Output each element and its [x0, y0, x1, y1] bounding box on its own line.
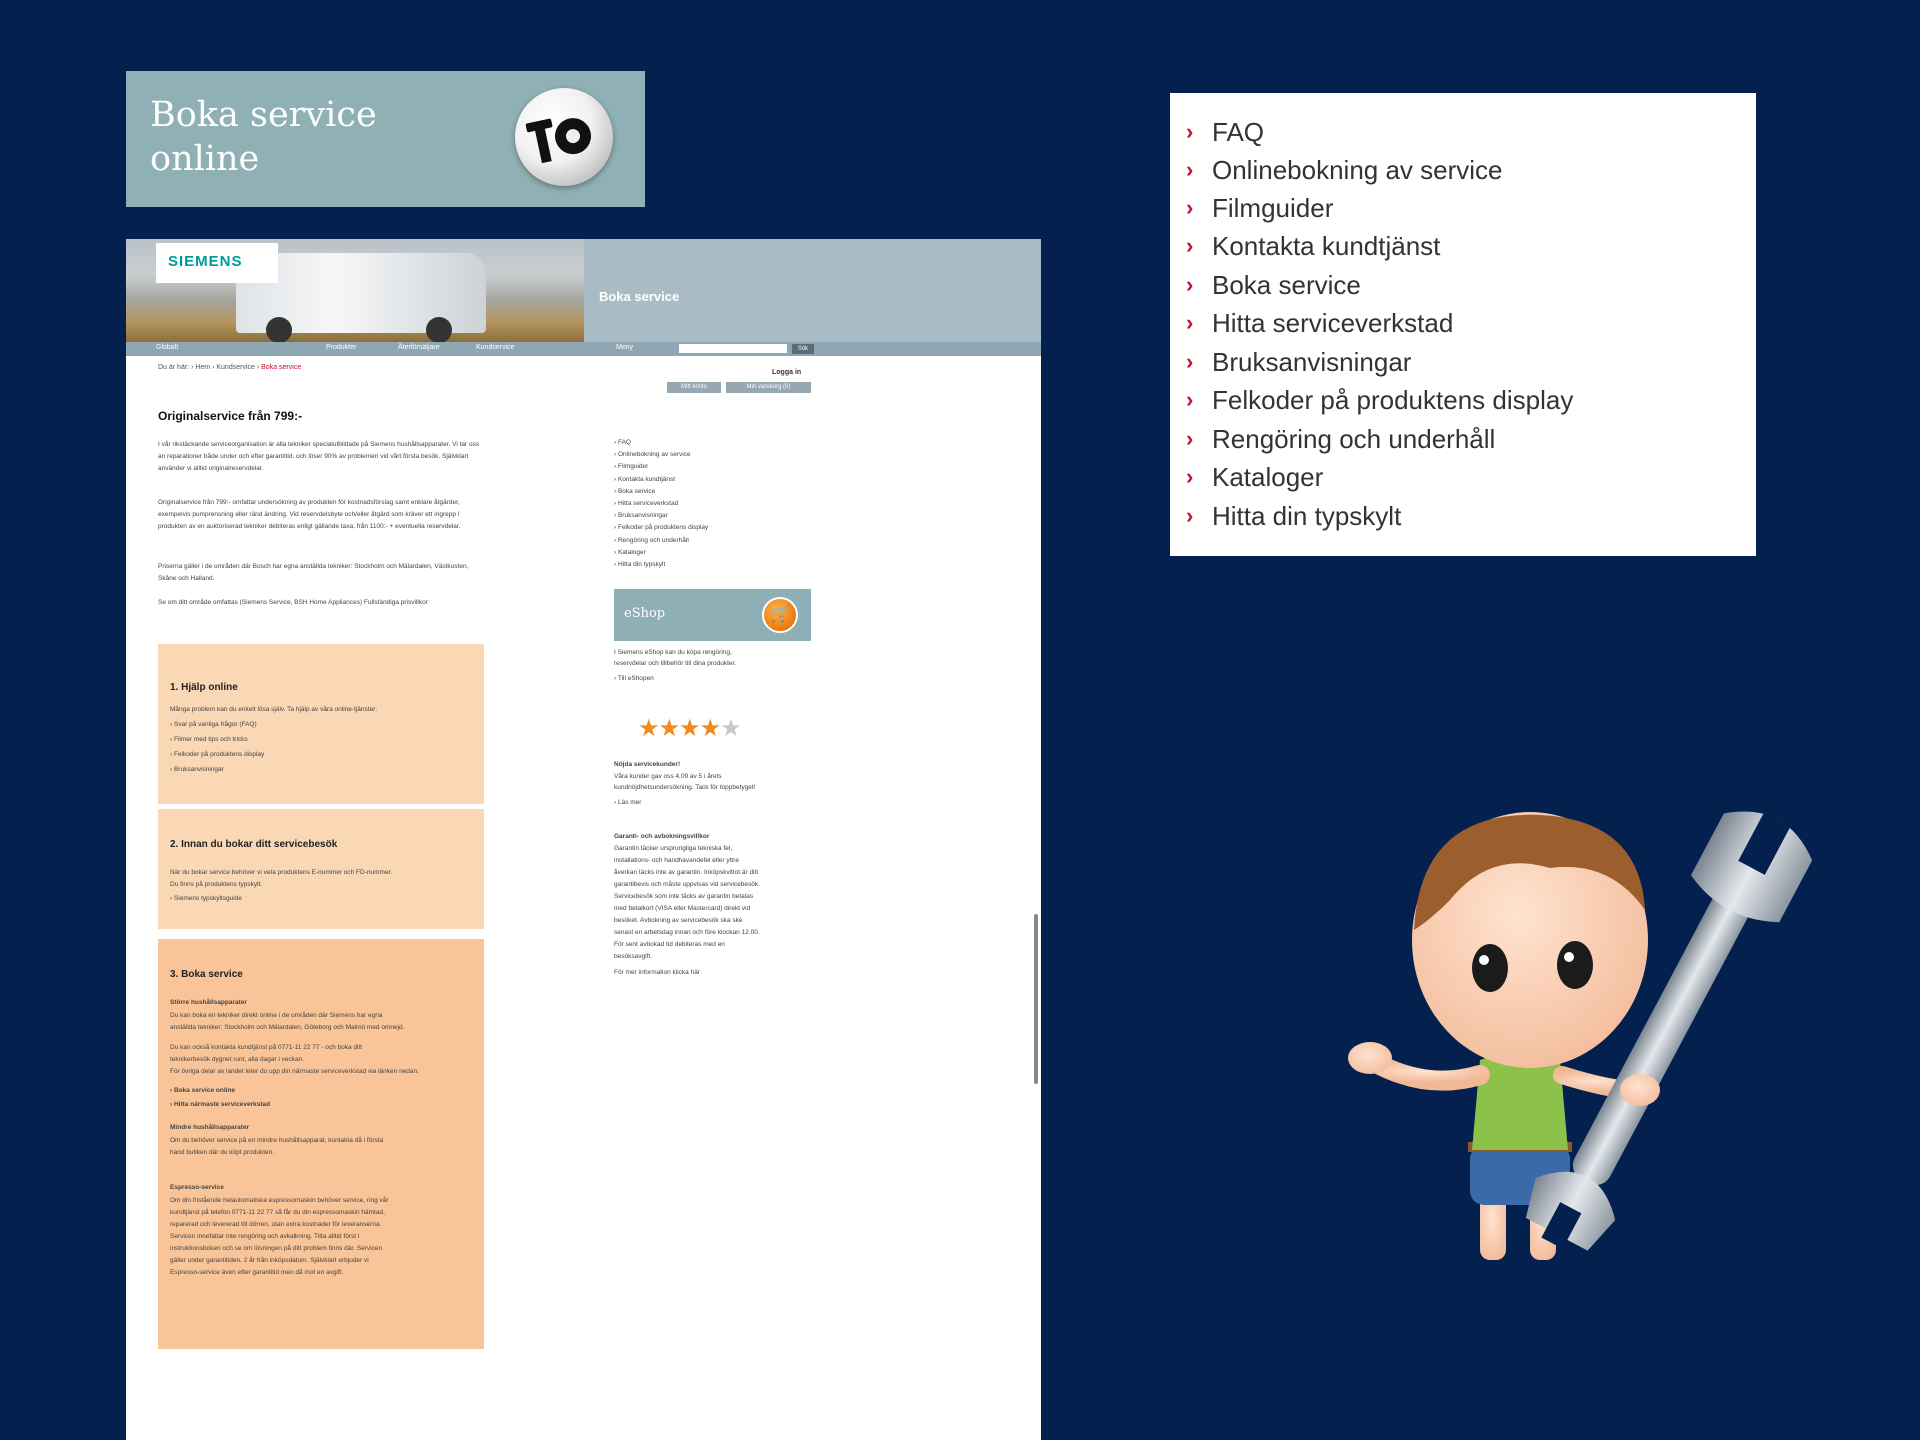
chevron-right-icon: › — [1186, 464, 1194, 489]
terms-line: Garantin täcker ursprungliga tekniska fel, — [614, 845, 733, 852]
terms-line: senast en arbetsdag innan och före klockan 12.00. — [614, 929, 760, 936]
menu-item-boka-service[interactable] — [1186, 270, 1361, 301]
step-line: kundtjänst på telefon 0771-11 22 77 så får du din espressomaskin hämtad, — [170, 1209, 385, 1216]
terms-title: Garanti- och avbokningsvillkor — [614, 833, 710, 840]
eshop-label: eShop — [624, 606, 666, 621]
menu-item-label: Filmguider — [1212, 193, 1334, 223]
step-line: För övriga delar av landet leter du upp din närmaste serviceverkstad via länken nedan. — [170, 1068, 419, 1075]
menu-item-filmguider[interactable] — [1186, 193, 1333, 224]
manuals-link[interactable]: › Bruksanvisningar — [170, 766, 224, 773]
chevron-right-icon: › — [1186, 272, 1194, 297]
chevron-right-icon: › — [1186, 349, 1194, 374]
login-link[interactable]: Logga in — [772, 369, 802, 376]
breadcrumb-home[interactable]: Hem — [195, 364, 211, 371]
service-tools-icon — [515, 88, 613, 186]
menu-item-label: Onlinebokning av service — [1212, 155, 1503, 185]
menu-item-felkoder[interactable] — [1186, 385, 1573, 416]
terms-line: med betalkort (VISA eller Mastercard) direkt vid — [614, 905, 751, 912]
step-line: Du kan också kontakta kundtjänst på 0771-11 22 77 - och boka ditt — [170, 1044, 363, 1051]
step-subtitle: Espresso-service — [170, 1184, 224, 1191]
banner-line-1: Boka service — [150, 95, 377, 135]
chevron-right-icon: › — [1186, 157, 1194, 182]
my-cart-button[interactable]: Min varukorg (0) — [726, 382, 811, 393]
menu-item-label: Rengöring och underhåll — [1212, 424, 1496, 454]
rating-stars-icon: ★★★★★ — [638, 715, 741, 742]
intro-paragraph: I vår rikstäckande serviceorganisation är alla tekniker specialutbildade på Siemens hushållsapparater. Vi tar oss an reparationer både under och efter garantitid, och löser 90% av problemen vid vårt första besök. Självklart använder vi alltid originalreservdelar. — [158, 441, 480, 472]
book-online-link[interactable]: › Boka service online — [170, 1087, 236, 1094]
right-link[interactable]: › Hitta din typskylt — [614, 561, 666, 569]
step-line: Du kan boka en tekniker direkt online i de områden där Siemens har egna — [170, 1012, 383, 1019]
menu-item-label: Felkoder på produktens display — [1212, 385, 1574, 415]
right-link-list — [614, 437, 708, 571]
menu-item-faq[interactable] — [1186, 117, 1264, 148]
more-info-link[interactable]: För mer information klicka här — [614, 969, 700, 976]
chevron-right-icon: › — [1186, 119, 1194, 144]
siemens-service-page-screenshot — [126, 239, 1041, 1440]
rating-text: Våra kunder gav oss 4,09 av 5 i årets — [614, 772, 722, 780]
terms-paragraph: Se om ditt område omfattas (Siemens Service, BSH Home Appliances) Fullständiga prisvillkor — [158, 599, 428, 606]
breadcrumb-kundservice[interactable]: Kundservice — [216, 364, 255, 371]
menu-item-rengoring[interactable] — [1186, 424, 1495, 455]
rating-text: kundnöjdhetsundersökning. Tack för toppbetyget! — [614, 784, 756, 791]
step-line: Om din fristående helautomatiska espressomaskin behöver service, ring vår — [170, 1197, 389, 1204]
chevron-right-icon: › — [1186, 310, 1194, 335]
terms-block — [614, 831, 814, 979]
menu-item-hitta-serviceverkstad[interactable] — [1186, 308, 1453, 339]
right-link[interactable]: › Felkoder på produktens display — [614, 524, 709, 532]
eshop-text — [614, 647, 736, 684]
breadcrumb-current: Boka service — [261, 364, 302, 371]
banner-line-2: online — [150, 139, 260, 179]
chevron-right-icon: › — [1186, 195, 1194, 220]
nav-globalt[interactable]: Globalt — [156, 344, 179, 351]
step-line: Du finns på produktens typskylt. — [170, 881, 263, 888]
nav-aterforsaljare[interactable]: Återförsäljare — [398, 344, 440, 351]
terms-line: Servicebesök som inte täcks av garantin betalas — [614, 893, 754, 900]
chevron-right-icon: › — [1186, 503, 1194, 528]
scrollbar[interactable] — [1034, 914, 1038, 1084]
nav-kundservice[interactable]: Kundservice — [476, 344, 515, 351]
search-button[interactable]: Sök — [792, 344, 814, 354]
step-line: instruktionsboken och se om lösningen på ditt problem finns där. Servicen — [170, 1245, 383, 1252]
terms-line: garantibevis och måste uppvisas vid servicebesök. — [614, 881, 760, 888]
right-link[interactable]: › Kataloger — [614, 548, 646, 556]
price-paragraph: Originalservice från 799:- omfattar undersökning av produkten för kostnadsförslag samt enklare åtgärder, exempelvis pumprensning eller ränd ändring. Vid reservdelsbyte och/eller åtgärd som kräver ett ingrepp i produkten av en auktoriserad tekniker debiteras enligt gällande taxa, från 1100:- + eventuella reservdelar. — [158, 499, 461, 530]
terms-line: besöksavgift. — [614, 953, 652, 960]
my-account-button[interactable]: Mitt konto — [667, 382, 721, 393]
header-title: Boka service — [599, 289, 680, 304]
step-line: reparerad och levererad till dörren, utan extra kostnader för leveranserna. — [170, 1221, 382, 1228]
step-help-online — [158, 644, 484, 804]
step-line: Servicen innefattar inte rengöring och avkalkning. Titta alltid först i — [170, 1233, 360, 1240]
nav-produkter[interactable]: Produkter — [326, 344, 357, 351]
menu-item-kataloger[interactable] — [1186, 462, 1323, 493]
van-wheel — [266, 317, 292, 343]
header-photo — [126, 239, 584, 342]
find-workshop-link[interactable]: › Hitta närmaste serviceverkstad — [170, 1101, 271, 1108]
nav-meny[interactable]: Meny — [616, 344, 634, 351]
step-line: teknikerbesök dygnet runt, alla dagar i veckan. — [170, 1056, 305, 1063]
step-title: 1. Hjälp online — [170, 682, 238, 693]
step-line: Espresso-service även efter garantitid men då mot en avgift. — [170, 1269, 344, 1276]
header-title-panel — [584, 239, 1041, 342]
terms-line: åverkan täcks inte av garantin. Inköpskvittot är ditt — [614, 869, 759, 876]
menu-item-onlinebokning[interactable] — [1186, 155, 1503, 186]
right-link[interactable]: › Filmguider — [614, 463, 649, 471]
shopping-cart-icon: 🛒 — [762, 597, 798, 633]
right-link[interactable]: › FAQ — [614, 439, 631, 446]
terms-line: För sent avbokad tid debiteras med en — [614, 941, 725, 948]
menu-item-label: Hitta din typskylt — [1212, 501, 1402, 531]
service-menu-panel — [1170, 93, 1756, 556]
step-book-service — [158, 939, 484, 1349]
menu-item-label: FAQ — [1212, 117, 1265, 147]
step-line: Om du behöver service på en mindre hushållsapparat, kontakta då i första — [170, 1137, 384, 1144]
typeplate-guide-link[interactable]: › Siemens typskyltsguide — [170, 895, 242, 902]
films-link[interactable]: › Filmer med tips och tricks — [170, 736, 248, 743]
banner-title — [150, 93, 377, 181]
step-line: När du bokar service behöver vi veta produktens E-nummer och FD-nummer. — [170, 869, 393, 876]
menu-item-label: Kontakta kundtjänst — [1212, 231, 1441, 261]
step-subtitle: Större hushållsapparater — [170, 999, 247, 1006]
menu-item-label: Hitta serviceverkstad — [1212, 308, 1454, 338]
right-link[interactable]: › Hitta serviceverkstad — [614, 500, 679, 508]
right-link[interactable]: › Onlinebokning av service — [614, 451, 691, 459]
repair-boy-with-wrench-icon — [1340, 790, 1820, 1280]
menu-item-label: Kataloger — [1212, 462, 1324, 492]
step-subtitle: Mindre hushållsapparater — [170, 1124, 250, 1131]
eshop-link[interactable]: › Till eShopen — [614, 675, 654, 682]
top-nav — [126, 342, 1041, 356]
boka-service-banner — [126, 71, 645, 207]
right-link[interactable]: › Boka service — [614, 487, 656, 495]
terms-line: installations- och handhavandefel eller yttre — [614, 857, 740, 864]
area-paragraph: Priserna gäller i de områden där Bosch har egna anställda tekniker: Stockholm och Mälardalen, Västkusten, Skåne och Halland. — [158, 563, 469, 582]
van-wheel — [426, 317, 452, 343]
menu-item-label: Boka service — [1212, 270, 1361, 300]
chevron-right-icon: › — [1186, 426, 1194, 451]
chevron-right-icon: › — [1186, 233, 1194, 258]
menu-item-label: Bruksanvisningar — [1212, 347, 1412, 377]
step-title: 2. Innan du bokar ditt servicebesök — [170, 839, 338, 850]
read-more-link[interactable]: › Läs mer — [614, 798, 642, 806]
menu-item-kontakta[interactable] — [1186, 231, 1440, 262]
search-input[interactable] — [679, 344, 787, 353]
eshop-text-line: I Siemens eShop kan du köpa rengöring, — [614, 649, 732, 656]
eshop-banner[interactable] — [614, 589, 811, 641]
siemens-logo: SIEMENS — [168, 253, 243, 270]
page-title: Originalservice från 799:- — [158, 409, 303, 423]
step-title: 3. Boka service — [170, 969, 243, 980]
right-link[interactable]: › Rengöring och underhåll — [614, 536, 689, 544]
step-line: Många problem kan du enkelt lösa själv. Ta hjälp av våra online-tjänster: — [170, 706, 378, 713]
siemens-logo-box[interactable] — [156, 243, 278, 283]
breadcrumb: Du är här: › Hem › Kundservice › Boka service — [158, 364, 302, 371]
right-link[interactable]: › Kontakta kundtjänst — [614, 475, 676, 483]
step-before-booking — [158, 809, 484, 929]
step-line: hand butiken där du köpt produkten. — [170, 1149, 275, 1156]
breadcrumb-label: Du är här: — [158, 364, 190, 371]
rating-block — [614, 759, 756, 808]
rating-title: Nöjda servicekunder! — [614, 761, 681, 768]
menu-item-typskylt[interactable] — [1186, 501, 1401, 532]
step-line: anställda tekniker: Stockholm och Mälardalen, Göteborg och Malmö med omnejd. — [170, 1024, 405, 1031]
terms-line: besöket. Avbokning av servicebesök ska ske — [614, 917, 743, 924]
chevron-right-icon: › — [1186, 387, 1194, 412]
eshop-text-line: reservdelar och tillbehör till dina produkter. — [614, 660, 737, 667]
faq-link[interactable]: › Svar på vanliga frågor (FAQ) — [170, 721, 257, 728]
right-link[interactable]: › Bruksanvisningar — [614, 512, 668, 520]
error-codes-link[interactable]: › Felkoder på produktens display — [170, 751, 265, 758]
menu-item-bruksanvisningar[interactable] — [1186, 347, 1411, 378]
step-line: gäller under garantitiden, 2 år från inköpsdatum. Självklart erbjuder vi — [170, 1257, 369, 1264]
